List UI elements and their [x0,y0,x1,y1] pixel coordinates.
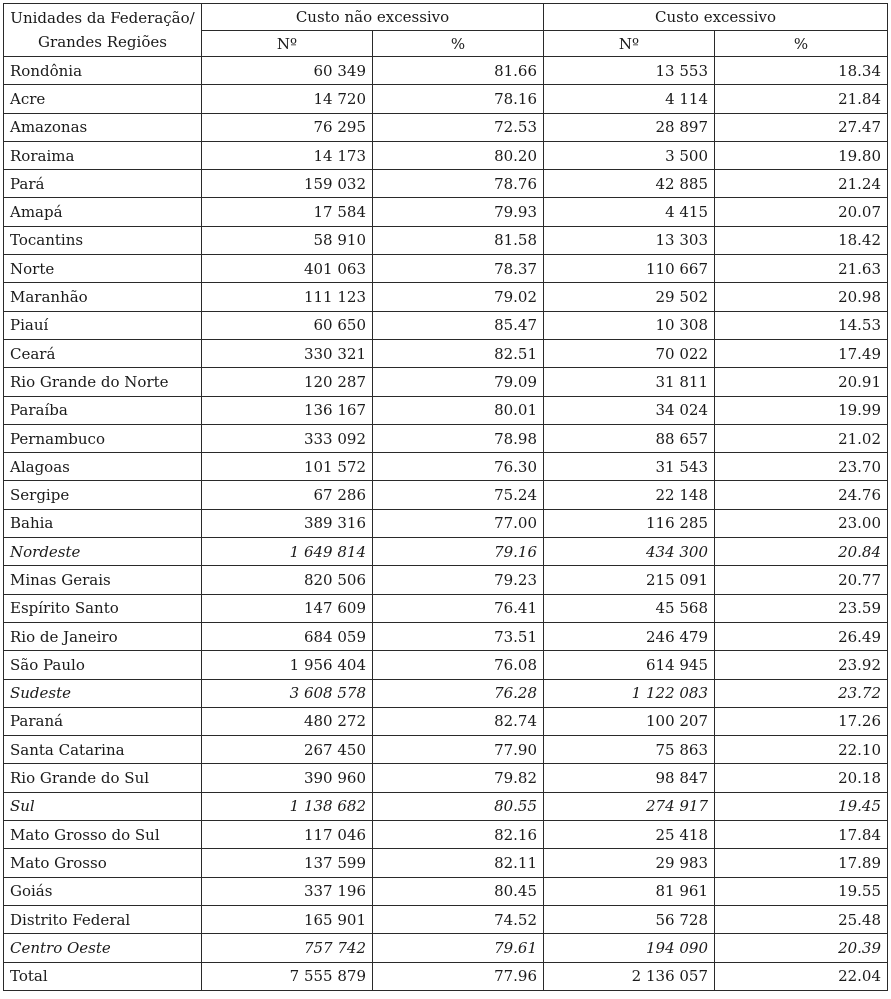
count-excessive-cell: 31 811 [544,368,715,396]
row-name-cell: Mato Grosso [4,849,202,877]
table-row [4,877,888,905]
table-row [4,311,888,339]
pct-not-excessive-cell: 82.16 [373,821,544,849]
pct-not-excessive-cell: 80.45 [373,877,544,905]
table-row [4,821,888,849]
pct-excessive-cell: 20.84 [715,538,888,566]
count-excessive-cell: 56 728 [544,905,715,933]
count-not-excessive-cell: 101 572 [202,453,373,481]
pct-not-excessive-cell: 79.61 [373,934,544,962]
count-excessive-cell: 22 148 [544,481,715,509]
count-not-excessive-cell: 111 123 [202,283,373,311]
pct-excessive-cell: 27.47 [715,113,888,141]
pct-not-excessive-cell: 79.93 [373,198,544,226]
row-name-cell: Bahia [4,509,202,537]
count-excessive-cell: 215 091 [544,566,715,594]
group-header-excessive: Custo excessivo [544,4,888,31]
count-not-excessive-cell: 333 092 [202,424,373,452]
pct-not-excessive-cell: 76.08 [373,651,544,679]
pct-excessive-cell: 19.55 [715,877,888,905]
count-not-excessive-cell: 389 316 [202,509,373,537]
count-not-excessive-cell: 7 555 879 [202,962,373,990]
pct-excessive-cell: 21.02 [715,424,888,452]
pct-excessive-cell: 19.80 [715,141,888,169]
table-row [4,651,888,679]
count-not-excessive-cell: 1 649 814 [202,538,373,566]
row-name-cell: Rondônia [4,57,202,85]
pct-excessive-cell: 17.84 [715,821,888,849]
pct-not-excessive-cell: 79.16 [373,538,544,566]
table-row [4,481,888,509]
pct-not-excessive-cell: 77.96 [373,962,544,990]
row-label-header [4,4,202,57]
row-name-cell: Alagoas [4,453,202,481]
count-not-excessive-cell: 480 272 [202,707,373,735]
pct-not-excessive-cell: 78.98 [373,424,544,452]
count-excessive-cell: 4 114 [544,85,715,113]
table-row [4,962,888,990]
row-name-cell: Roraima [4,141,202,169]
pct-excessive-cell: 21.63 [715,255,888,283]
row-name-cell: Mato Grosso do Sul [4,821,202,849]
count-not-excessive-cell: 120 287 [202,368,373,396]
count-not-excessive-cell: 820 506 [202,566,373,594]
count-not-excessive-cell: 136 167 [202,396,373,424]
count-not-excessive-cell: 17 584 [202,198,373,226]
table-row [4,198,888,226]
row-name-cell: Espírito Santo [4,594,202,622]
row-name-cell: Distrito Federal [4,905,202,933]
pct-excessive-cell: 19.45 [715,792,888,820]
pct-excessive-cell: 20.07 [715,198,888,226]
table-row [4,368,888,396]
row-name-cell: Ceará [4,339,202,367]
pct-not-excessive-cell: 80.01 [373,396,544,424]
pct-excessive-cell: 25.48 [715,905,888,933]
row-name-cell: Minas Gerais [4,566,202,594]
count-excessive-cell: 2 136 057 [544,962,715,990]
row-name-cell: Goiás [4,877,202,905]
count-not-excessive-cell: 14 720 [202,85,373,113]
row-name-cell: Santa Catarina [4,736,202,764]
count-excessive-cell: 29 502 [544,283,715,311]
table-row [4,424,888,452]
pct-not-excessive-cell: 79.02 [373,283,544,311]
row-name-cell: Sudeste [4,679,202,707]
pct-excessive-cell: 20.18 [715,764,888,792]
count-excessive-cell: 29 983 [544,849,715,877]
table-row [4,339,888,367]
row-name-cell: Piauí [4,311,202,339]
pct-not-excessive-cell: 74.52 [373,905,544,933]
count-not-excessive-cell: 159 032 [202,170,373,198]
count-not-excessive-cell: 137 599 [202,849,373,877]
table-row [4,509,888,537]
count-not-excessive-cell: 60 349 [202,57,373,85]
count-excessive-cell: 98 847 [544,764,715,792]
count-not-excessive-cell: 14 173 [202,141,373,169]
table-row [4,594,888,622]
count-excessive-cell: 34 024 [544,396,715,424]
count-not-excessive-cell: 67 286 [202,481,373,509]
pct-not-excessive-cell: 82.74 [373,707,544,735]
count-not-excessive-cell: 1 138 682 [202,792,373,820]
table-row [4,57,888,85]
count-excessive-cell: 614 945 [544,651,715,679]
count-header-not-excessive: Nº [202,31,373,57]
pct-not-excessive-cell: 82.51 [373,339,544,367]
table-row [4,707,888,735]
count-excessive-cell: 88 657 [544,424,715,452]
count-excessive-cell: 70 022 [544,339,715,367]
count-not-excessive-cell: 757 742 [202,934,373,962]
count-excessive-cell: 110 667 [544,255,715,283]
pct-not-excessive-cell: 79.82 [373,764,544,792]
row-name-cell: Nordeste [4,538,202,566]
pct-excessive-cell: 21.84 [715,85,888,113]
pct-not-excessive-cell: 81.58 [373,226,544,254]
count-excessive-cell: 116 285 [544,509,715,537]
count-excessive-cell: 13 303 [544,226,715,254]
pct-header-excessive: % [715,31,888,57]
pct-excessive-cell: 17.89 [715,849,888,877]
pct-excessive-cell: 20.77 [715,566,888,594]
region-row [4,934,888,962]
count-excessive-cell: 4 415 [544,198,715,226]
pct-not-excessive-cell: 78.16 [373,85,544,113]
count-excessive-cell: 25 418 [544,821,715,849]
count-not-excessive-cell: 165 901 [202,905,373,933]
count-excessive-cell: 274 917 [544,792,715,820]
pct-not-excessive-cell: 78.37 [373,255,544,283]
pct-not-excessive-cell: 77.00 [373,509,544,537]
count-not-excessive-cell: 117 046 [202,821,373,849]
pct-excessive-cell: 22.10 [715,736,888,764]
table-row [4,283,888,311]
table-row [4,736,888,764]
pct-excessive-cell: 21.24 [715,170,888,198]
count-excessive-cell: 10 308 [544,311,715,339]
count-not-excessive-cell: 147 609 [202,594,373,622]
pct-not-excessive-cell: 85.47 [373,311,544,339]
row-name-cell: Norte [4,255,202,283]
pct-not-excessive-cell: 78.76 [373,170,544,198]
table-row [4,849,888,877]
pct-not-excessive-cell: 82.11 [373,849,544,877]
count-excessive-cell: 75 863 [544,736,715,764]
pct-not-excessive-cell: 79.09 [373,368,544,396]
table-row [4,396,888,424]
row-name-cell: São Paulo [4,651,202,679]
pct-not-excessive-cell: 80.55 [373,792,544,820]
pct-excessive-cell: 23.00 [715,509,888,537]
table-row [4,905,888,933]
count-not-excessive-cell: 76 295 [202,113,373,141]
table-row [4,113,888,141]
count-not-excessive-cell: 1 956 404 [202,651,373,679]
count-not-excessive-cell: 60 650 [202,311,373,339]
pct-excessive-cell: 14.53 [715,311,888,339]
pct-not-excessive-cell: 73.51 [373,622,544,650]
pct-not-excessive-cell: 76.41 [373,594,544,622]
count-excessive-cell: 28 897 [544,113,715,141]
count-not-excessive-cell: 3 608 578 [202,679,373,707]
row-label-line2: Grandes Regiões [38,33,167,51]
pct-excessive-cell: 17.26 [715,707,888,735]
row-name-cell: Pernambuco [4,424,202,452]
row-name-cell: Paraíba [4,396,202,424]
table-row [4,141,888,169]
pct-not-excessive-cell: 77.90 [373,736,544,764]
count-not-excessive-cell: 330 321 [202,339,373,367]
table-row [4,255,888,283]
count-not-excessive-cell: 337 196 [202,877,373,905]
table-row [4,764,888,792]
pct-not-excessive-cell: 81.66 [373,57,544,85]
pct-excessive-cell: 24.76 [715,481,888,509]
count-excessive-cell: 45 568 [544,594,715,622]
row-name-cell: Rio Grande do Norte [4,368,202,396]
row-name-cell: Paraná [4,707,202,735]
count-excessive-cell: 81 961 [544,877,715,905]
row-name-cell: Centro Oeste [4,934,202,962]
count-excessive-cell: 100 207 [544,707,715,735]
region-row [4,679,888,707]
count-header-excessive: Nº [544,31,715,57]
count-excessive-cell: 3 500 [544,141,715,169]
table-row [4,622,888,650]
table-row [4,226,888,254]
row-name-cell: Sergipe [4,481,202,509]
row-name-cell: Tocantins [4,226,202,254]
row-name-cell: Total [4,962,202,990]
pct-excessive-cell: 17.49 [715,339,888,367]
pct-not-excessive-cell: 76.28 [373,679,544,707]
cost-table [3,3,888,991]
table-body [4,57,888,991]
pct-excessive-cell: 23.72 [715,679,888,707]
row-name-cell: Pará [4,170,202,198]
count-excessive-cell: 1 122 083 [544,679,715,707]
row-label-line1: Unidades da Federação/ [10,9,195,27]
pct-excessive-cell: 20.39 [715,934,888,962]
pct-excessive-cell: 20.91 [715,368,888,396]
count-excessive-cell: 194 090 [544,934,715,962]
count-excessive-cell: 31 543 [544,453,715,481]
pct-excessive-cell: 23.92 [715,651,888,679]
table-row [4,170,888,198]
pct-not-excessive-cell: 76.30 [373,453,544,481]
pct-excessive-cell: 23.70 [715,453,888,481]
row-name-cell: Sul [4,792,202,820]
count-not-excessive-cell: 390 960 [202,764,373,792]
row-name-cell: Rio de Janeiro [4,622,202,650]
count-excessive-cell: 246 479 [544,622,715,650]
count-not-excessive-cell: 684 059 [202,622,373,650]
pct-not-excessive-cell: 80.20 [373,141,544,169]
pct-excessive-cell: 18.34 [715,57,888,85]
row-name-cell: Maranhão [4,283,202,311]
pct-not-excessive-cell: 72.53 [373,113,544,141]
row-name-cell: Amazonas [4,113,202,141]
region-row [4,792,888,820]
pct-not-excessive-cell: 79.23 [373,566,544,594]
pct-excessive-cell: 23.59 [715,594,888,622]
pct-excessive-cell: 22.04 [715,962,888,990]
count-excessive-cell: 42 885 [544,170,715,198]
pct-header-not-excessive: % [373,31,544,57]
pct-excessive-cell: 19.99 [715,396,888,424]
pct-excessive-cell: 26.49 [715,622,888,650]
region-row [4,538,888,566]
count-excessive-cell: 434 300 [544,538,715,566]
row-name-cell: Amapá [4,198,202,226]
table-row [4,85,888,113]
row-name-cell: Acre [4,85,202,113]
count-not-excessive-cell: 401 063 [202,255,373,283]
count-excessive-cell: 13 553 [544,57,715,85]
row-name-cell: Rio Grande do Sul [4,764,202,792]
pct-not-excessive-cell: 75.24 [373,481,544,509]
pct-excessive-cell: 20.98 [715,283,888,311]
count-not-excessive-cell: 58 910 [202,226,373,254]
table-row [4,453,888,481]
pct-excessive-cell: 18.42 [715,226,888,254]
count-not-excessive-cell: 267 450 [202,736,373,764]
table-header [4,4,888,57]
group-header-not-excessive: Custo não excessivo [202,4,544,31]
table-row [4,566,888,594]
